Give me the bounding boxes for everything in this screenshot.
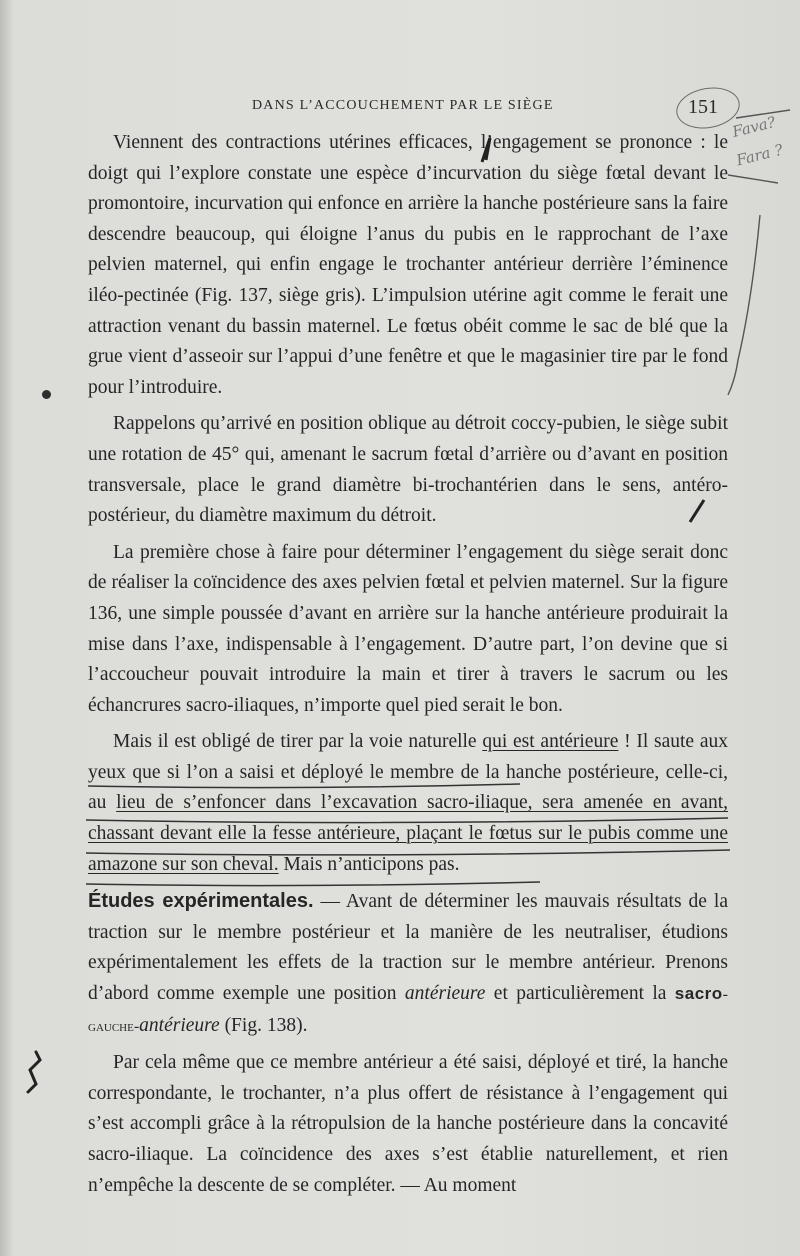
margin-note-2: Fara ?: [734, 140, 785, 170]
paragraph-6: Par cela même que ce membre antérieur a été saisi, déployé et tiré, la hanche correspondante, le trochanter, n’a plus offert de résistance à l’engagement qui s’est accompli grâce à la rétropulsion de la hanche postérieure dans la concavité sacro-iliaque. La coïncidence des axes s’est établie naturellement, et rien n’empêche la descente de se compléter. — Au moment: [88, 1052, 728, 1196]
pencil-arrow: [728, 175, 778, 183]
paragraph-3: La première chose à faire pour déterminer l’engagement du siège serait donc de réaliser la coïncidence des axes pelvien fœtal et pelvien maternel. Sur la figure 136, une simple poussée d’avant en arrière sur la hanche antérieure produirait la mise dans l’axe, indispensable à l’engagement. D’autre part, l’on devine que si l’accoucheur pouvait introduire la main et tirer à travers le sacrum ou les échancrures sacro-iliaques, n’importe quel pied serait le bon.: [88, 541, 728, 716]
section-heading: Études expérimentales.: [88, 890, 314, 913]
paragraph-2: Rappelons qu’arrivé en position oblique au détroit coccy-pubien, le siège subit une rotation de 45° qui, amenant le sacrum fœtal d’arrière ou d’avant en position transversale, place le grand diamètre bi-trochantérien dans le sens, antéro-postérieur, du diamètre maximum du détroit.: [88, 413, 728, 527]
margin-note-1: Fava?: [730, 112, 778, 142]
ink-dot: [42, 390, 51, 399]
main-text: [88, 128, 728, 1207]
paragraph-4: Mais il est obligé de tirer par la voie naturelle qui est antérieure ! Il saute aux yeux que si l’on a saisi et déployé le membre de la hanche postérieure, celle-ci, au lieu de s’enfoncer dans l’excavation sacro-iliaque, sera amenée en avant, chassant devant elle la fesse antérieure, plaçant le fœtus sur le pubis comme une amazone sur son cheval. Mais n’anticipons pas.: [88, 731, 729, 875]
paragraph-1: Viennent des contractions utérines efficaces, l’engagement se prononce : le doigt qui l’explore constate une espèce d’incurvation du siège fœtal devant le promontoire, incurvation qui enfonce en arrière la hanche postérieure sans la faire descendre beaucoup, qui éloigne l’anus du pubis en le rapprochant de l’axe pelvien maternel, qui enfin engage le trochanter antérieur derrière l’éminence iléo-pectinée (Fig. 137, siège gris). L’impulsion utérine agit comme le ferait une attraction venant du bassin maternel. Le fœtus obéit comme le sac de blé que la grue vient d’asseoir sur l’appui d’une fenêtre et que le magasinier tire par le fond pour l’introduire.: [88, 132, 728, 398]
running-title: DANS L’ACCOUCHEMENT PAR LE SIÈGE: [252, 98, 554, 113]
paragraph-5: Études expérimentales. — Avant de déterminer les mauvais résultats de la traction sur le membre postérieur et la manière de les neutraliser, étudions expérimentalement les effets de la traction sur le membre antérieur. Prenons d’abord comme exemple une position antérieure et particulièrement la sacro-gauche-antérieure (Fig. 138).: [88, 890, 728, 1036]
ink-margin-squiggle: [28, 1052, 40, 1092]
page-number: 151: [688, 96, 718, 118]
underlined-phrase-1: qui est antérieure: [482, 731, 619, 753]
pencil-margin-line: [728, 215, 760, 395]
underlined-phrase-2: lieu de s’enfoncer dans l’excavation sacro-iliaque, sera amenée en avant, chassant devant elle la fesse antérieure, plaçant le fœtus sur le pubis comme une amazone sur son cheval.: [88, 792, 729, 875]
